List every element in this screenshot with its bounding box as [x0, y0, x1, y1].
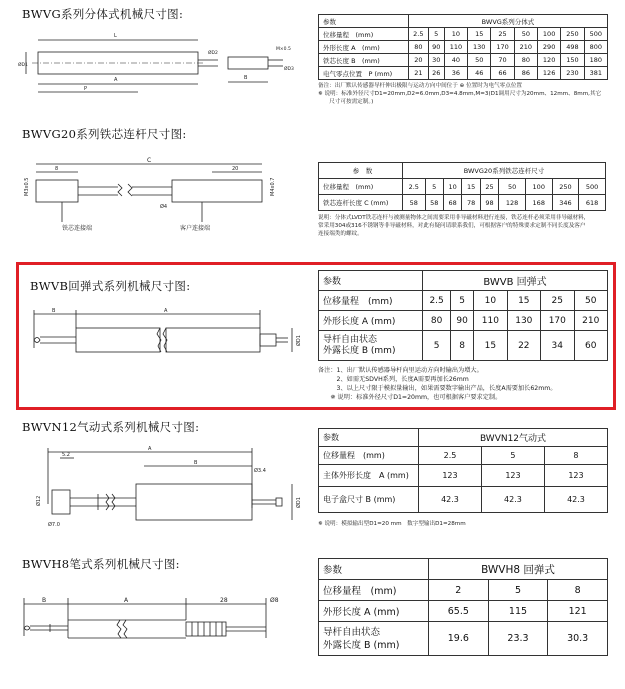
cell: 100 [525, 179, 552, 195]
cell: 110 [444, 41, 467, 54]
cell: 180 [584, 54, 607, 67]
dim-d4-label: Ø4 [160, 204, 168, 210]
section-title-bwvb: BWVB回弹式系列机械尺寸图: [30, 279, 191, 293]
cell: 100 [537, 28, 560, 41]
cell: 2.5 [423, 291, 451, 311]
section-bwvh8 [0, 548, 625, 689]
cell: 210 [514, 41, 537, 54]
cell: 500 [579, 179, 606, 195]
dim-a-label: A [148, 446, 152, 452]
cell: 10 [444, 28, 467, 41]
note-line: 说明：分体式LVDT铁芯连杆与被测量物体之间需要采用非导磁材料进行连接，铁芯连杆必须采用非导磁材料， [318, 215, 590, 221]
row-label: 电气零点位置 P (mm) [319, 67, 409, 80]
row-label: 位移量程 (mm) [319, 447, 419, 465]
cell: 65.5 [429, 601, 489, 622]
cell: 70 [491, 54, 514, 67]
cell: 123 [419, 465, 482, 487]
dim-20-label: 20 [232, 166, 239, 172]
table-row [319, 54, 608, 67]
table-row [319, 195, 606, 211]
table-row [319, 601, 608, 622]
table-row [319, 28, 608, 41]
dim-28-label: 28 [220, 597, 228, 604]
spec-table-bwvb [318, 270, 608, 361]
cell: 42.3 [419, 487, 482, 513]
spec-table-bwvg20 [318, 162, 606, 211]
cell: 500 [584, 28, 607, 41]
cell: 26 [428, 67, 444, 80]
dim-b-label: B [194, 460, 198, 466]
row-label: 外形长度 A (mm) [319, 601, 429, 622]
row-label: 铁芯长度 B (mm) [319, 54, 409, 67]
row-label: 电子盒尺寸 B (mm) [319, 487, 419, 513]
cell: 8 [451, 331, 474, 361]
dim-d12-label: Ø12 [36, 495, 42, 506]
row-label: 位移量程 (mm) [319, 291, 423, 311]
row-label: 导杆自由状态 外露长度 B (mm) [319, 331, 423, 361]
cell: 5 [481, 447, 544, 465]
cell: 8 [544, 447, 607, 465]
row-label: 导杆自由状态 外露长度 B (mm) [319, 622, 429, 656]
cell: 60 [574, 331, 607, 361]
table-row [319, 487, 608, 513]
cell: 250 [552, 179, 579, 195]
cell: 5 [428, 28, 444, 41]
dim-m-label: M×0.5 [276, 47, 291, 52]
cell: 46 [468, 67, 491, 80]
cell: 50 [514, 28, 537, 41]
dim-d8-label: Ø8 [270, 597, 279, 604]
cell: 30.3 [548, 622, 608, 656]
note-line: ✵ 说明：标准外径尺寸D1=20mm,D2=6.0mm,D3=4.8mm,M=3(D1调用尺寸为20mm、12mm、8mm,其它 [318, 91, 602, 97]
section-bwvg [0, 0, 625, 120]
dim-d2-label: ØD2 [208, 51, 218, 56]
dim-m1-label: M3x0.5 [24, 177, 30, 196]
cell: 58 [425, 195, 443, 211]
drawing-bwvh8 [20, 590, 310, 670]
table-row [319, 291, 608, 311]
note-line: 备注：出厂默认传感器导杆伸出极限与运动方向中间位于 ⊕ 位置时为电气零点位置 [318, 83, 523, 89]
note-line: 备注：1、出厂默认传感器导杆向里运动方向时输出为增大。 [318, 367, 483, 374]
cell: 15 [474, 331, 507, 361]
dim-p-label: P [84, 86, 88, 92]
cell: 8 [548, 580, 608, 601]
section-bwvg20 [0, 120, 625, 260]
cell: 2.5 [409, 28, 429, 41]
cell: 2.5 [403, 179, 426, 195]
dim-d3-label: ØD3 [284, 67, 294, 72]
row-label: 位移量程 (mm) [319, 28, 409, 41]
cell: 34 [541, 331, 574, 361]
cell: 230 [561, 67, 584, 80]
table-row [319, 311, 608, 331]
cell: 42.3 [544, 487, 607, 513]
dim-8-label: 8 [55, 166, 59, 172]
cell: 80 [423, 311, 451, 331]
cell: 618 [579, 195, 606, 211]
cell: 66 [491, 67, 514, 80]
notes-bwvg20 [318, 214, 618, 238]
dim-l-label: L [114, 33, 117, 39]
spec-table-bwvh8 [318, 558, 608, 656]
cell: 123 [481, 465, 544, 487]
dim-d1-label: ØD1 [296, 335, 302, 346]
table-row [319, 67, 608, 80]
dim-b-label: B [42, 597, 47, 604]
dim-b-label: B [52, 308, 56, 314]
note-line: 常采用304或316不锈钢等非导磁材料，对此有疑问请联系我们，可根据客户的特殊要求定制不同长度及客户 [318, 223, 586, 229]
cell: 50 [499, 179, 526, 195]
notes-bwvg [318, 82, 618, 106]
cell: 22 [507, 331, 540, 361]
drawing-bwvg [18, 24, 303, 116]
cell: 121 [548, 601, 608, 622]
cell: 10 [443, 179, 461, 195]
table-header-group: BWVN12气动式 [419, 429, 608, 447]
cell: 15 [507, 291, 540, 311]
cell: 126 [537, 67, 560, 80]
cell: 25 [491, 28, 514, 41]
table-header-label: 参数 [319, 271, 423, 291]
cell: 40 [444, 54, 467, 67]
section-title-bwvh8: BWVH8笔式系列机械尺寸图: [22, 557, 180, 571]
note-line: ✵ 说明：标准外径尺寸D1=20mm，也可根据客户要求定制。 [318, 394, 502, 401]
dim-52-label: 5.2 [62, 452, 70, 458]
table-row [319, 331, 608, 361]
notes-bwvb [318, 366, 614, 402]
table-header-group: BWVG系列分体式 [409, 15, 608, 28]
cell: 123 [544, 465, 607, 487]
drawing-bwvn12 [26, 442, 306, 534]
cell: 381 [584, 67, 607, 80]
section-bwvb [0, 262, 625, 410]
cell: 128 [499, 195, 526, 211]
dim-a-label: A [164, 308, 168, 314]
spec-table-bwvn12 [318, 428, 608, 513]
row-label: 外形长度 A (mm) [319, 41, 409, 54]
cell: 80 [409, 41, 429, 54]
cell: 210 [574, 311, 607, 331]
note-line: 2、如需无SDVH系列，长度A需要再加长26mm [318, 376, 469, 383]
cell: 90 [451, 311, 474, 331]
cell: 80 [514, 54, 537, 67]
dim-a-label: A [114, 77, 118, 83]
cell: 86 [514, 67, 537, 80]
section-title-bwvg20: BWVG20系列铁芯连杆尺寸图: [22, 127, 187, 141]
cell: 30 [428, 54, 444, 67]
table-header-label: 参数 [319, 429, 419, 447]
cell: 250 [561, 28, 584, 41]
label-client-end: 客户连接端 [180, 225, 211, 232]
table-row [319, 622, 608, 656]
dim-c-label: C [147, 157, 152, 164]
cell: 42.3 [481, 487, 544, 513]
cell: 68 [443, 195, 461, 211]
spec-table-bwvg [318, 14, 608, 80]
table-row [319, 465, 608, 487]
section-title-bwvg: BWVG系列分体式机械尺寸图: [22, 7, 184, 21]
label-core-end: 铁芯连接端 [62, 225, 93, 232]
table-header-group: BWVG20系列铁芯连杆尺寸 [403, 163, 606, 179]
dim-d1-label: ØD1 [18, 63, 28, 68]
row-label: 位移量程 (mm) [319, 179, 403, 195]
cell: 498 [561, 41, 584, 54]
cell: 115 [488, 601, 548, 622]
cell: 36 [444, 67, 467, 80]
cell: 346 [552, 195, 579, 211]
cell: 10 [474, 291, 507, 311]
cell: 120 [537, 54, 560, 67]
dim-a-label: A [124, 597, 129, 604]
row-label: 主体外形长度 A (mm) [319, 465, 419, 487]
row-label: 位移量程 (mm) [319, 580, 429, 601]
table-header-label: 参数 [319, 559, 429, 580]
cell: 290 [537, 41, 560, 54]
cell: 5 [425, 179, 443, 195]
cell: 130 [507, 311, 540, 331]
cell: 23.3 [488, 622, 548, 656]
cell: 15 [468, 28, 491, 41]
table-header-group: BWVB 回弹式 [423, 271, 608, 291]
table-header-group: BWVH8 回弹式 [429, 559, 608, 580]
row-label: 外形长度 A (mm) [319, 311, 423, 331]
cell: 78 [462, 195, 480, 211]
cell: 25 [541, 291, 574, 311]
cell: 170 [541, 311, 574, 331]
cell: 50 [468, 54, 491, 67]
cell: 150 [561, 54, 584, 67]
cell: 90 [428, 41, 444, 54]
cell: 20 [409, 54, 429, 67]
dim-m2-label: M4x0.7 [270, 177, 276, 196]
row-label: 铁芯连杆长度 C (mm) [319, 195, 403, 211]
section-bwvn12 [0, 412, 625, 540]
cell: 5 [423, 331, 451, 361]
table-row [319, 580, 608, 601]
drawing-bwvb [26, 306, 302, 370]
table-row [319, 41, 608, 54]
table-header-label: 参数 [319, 15, 409, 28]
cell: 5 [451, 291, 474, 311]
cell: 25 [480, 179, 498, 195]
table-row [319, 179, 606, 195]
cell: 5 [488, 580, 548, 601]
note-line: 连接端类的螺纹。 [318, 231, 363, 237]
note-line: 3、以上尺寸限于模拟量输出，如果需要数字输出产品，长度A需要加长62mm。 [318, 385, 557, 392]
cell: 2 [429, 580, 489, 601]
drawing-bwvg20 [22, 154, 297, 244]
cell: 15 [462, 179, 480, 195]
cell: 168 [525, 195, 552, 211]
cell: 58 [403, 195, 426, 211]
cell: 19.6 [429, 622, 489, 656]
table-row [319, 447, 608, 465]
cell: 21 [409, 67, 429, 80]
note-line: 尺寸可按需定制。) [318, 99, 374, 105]
cell: 2.5 [419, 447, 482, 465]
note-line: ✵ 说明：模拟输出型D1=20 mm 数字型输出D1=28mm [318, 521, 466, 527]
section-title-bwvn12: BWVN12气动式系列机械尺寸图: [22, 420, 200, 434]
cell: 130 [468, 41, 491, 54]
notes-bwvn12 [318, 520, 614, 528]
table-header-label: 参 数 [319, 163, 403, 179]
cell: 98 [480, 195, 498, 211]
cell: 800 [584, 41, 607, 54]
dim-d34-label: Ø3.4 [254, 468, 266, 474]
cell: 170 [491, 41, 514, 54]
dim-b-label: B [244, 75, 248, 81]
cell: 110 [474, 311, 507, 331]
cell: 50 [574, 291, 607, 311]
dim-d1-label: ØD1 [296, 497, 302, 508]
dim-d70-label: Ø7.0 [48, 522, 60, 528]
